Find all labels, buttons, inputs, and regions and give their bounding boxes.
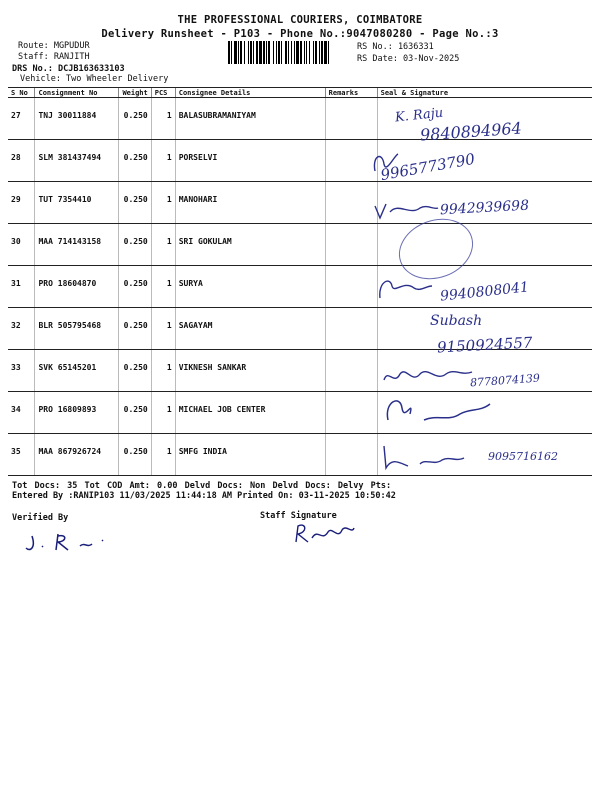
cell-consignment: SVK 65145201 — [35, 350, 119, 392]
rs-date: RS Date: 03-Nov-2025 — [357, 54, 460, 64]
handwritten-phone-35: 9095716162 — [488, 450, 558, 463]
cell-pcs: 1 — [151, 350, 175, 392]
col-seal-signature: Seal & Signature — [377, 88, 592, 98]
cell-remarks — [325, 434, 377, 476]
cell-sno: 33 — [8, 350, 35, 392]
cell-consignment: SLM 381437494 — [35, 140, 119, 182]
cell-remarks — [325, 308, 377, 350]
cell-consignee: VIKNESH SANKAR — [175, 350, 325, 392]
cell-remarks — [325, 266, 377, 308]
vehicle-label: Vehicle: Two Wheeler Delivery — [20, 74, 169, 84]
col-consignee: Consignee Details — [175, 88, 325, 98]
cell-remarks — [325, 392, 377, 434]
handwritten-phone-29: 9942939698 — [439, 197, 530, 219]
company-title: THE PROFESSIONAL COURIERS, COIMBATORE — [177, 14, 423, 26]
cell-consignment: TUT 7354410 — [35, 182, 119, 224]
handwritten-phone-28: 9965773790 — [379, 149, 477, 185]
drs-number: DRS No.: DCJB163633103 — [12, 64, 125, 74]
route-staff-block — [18, 41, 90, 63]
table-row — [8, 224, 592, 266]
route-label: Route: MGPUDUR — [18, 41, 90, 51]
cell-weight: 0.250 — [119, 350, 151, 392]
cell-pcs: 1 — [151, 308, 175, 350]
cell-sno: 32 — [8, 308, 35, 350]
cell-sno: 27 — [8, 98, 35, 140]
staff-signature-label: Staff Signature — [260, 511, 337, 521]
cell-consignee: BALASUBRAMANIYAM — [175, 98, 325, 140]
signature-scribble-31 — [374, 272, 434, 302]
cell-weight: 0.250 — [119, 140, 151, 182]
col-pcs: PCS — [151, 88, 175, 98]
cell-pcs: 1 — [151, 98, 175, 140]
cell-pcs: 1 — [151, 266, 175, 308]
cell-consignee: SMFG INDIA — [175, 434, 325, 476]
cell-consignee: SRI GOKULAM — [175, 224, 325, 266]
signature-scribble-33 — [380, 360, 475, 390]
totals-line: Tot Docs: 35 Tot COD Amt: 0.00 Delvd Docs: Non Delvd Docs: Delvy Pts: — [12, 481, 392, 491]
cell-weight: 0.250 — [119, 392, 151, 434]
cell-sno: 28 — [8, 140, 35, 182]
cell-consignee: MANOHARI — [175, 182, 325, 224]
cell-weight: 0.250 — [119, 308, 151, 350]
runsheet-subtitle: Delivery Runsheet - P103 - Phone No.:9047080280 - Page No.:3 — [101, 28, 499, 40]
col-sno: S No — [8, 88, 35, 98]
verifier-signature — [24, 530, 124, 554]
handwritten-name-32: Subash — [430, 313, 483, 329]
signature-scribble-29 — [372, 198, 442, 222]
rs-info-block — [357, 41, 459, 65]
cell-consignment: MAA 714143158 — [35, 224, 119, 266]
table-header-row — [8, 88, 592, 98]
cell-weight: 0.250 — [119, 224, 151, 266]
signature-scribble-28 — [370, 146, 400, 176]
cell-sno: 30 — [8, 224, 35, 266]
staff-label: Staff: RANJITH — [18, 52, 90, 62]
cell-weight: 0.250 — [119, 434, 151, 476]
signature-scribble-35 — [380, 440, 470, 474]
cell-sno: 31 — [8, 266, 35, 308]
cell-sno: 35 — [8, 434, 35, 476]
cell-remarks — [325, 224, 377, 266]
col-consignment: Consignment No — [35, 88, 119, 98]
staff-signature-scribble — [290, 518, 360, 548]
cell-consignee: MICHAEL JOB CENTER — [175, 392, 325, 434]
verified-by-label: Verified By — [12, 513, 69, 523]
cell-weight: 0.250 — [119, 98, 151, 140]
cell-pcs: 1 — [151, 182, 175, 224]
cell-sno: 29 — [8, 182, 35, 224]
barcode — [228, 41, 352, 64]
cell-pcs: 1 — [151, 392, 175, 434]
handwritten-phone-32: 9150924557 — [436, 333, 533, 357]
cell-consignment: BLR 505795468 — [35, 308, 119, 350]
cell-pcs: 1 — [151, 434, 175, 476]
handwritten-phone-31: 9940808041 — [439, 279, 530, 305]
cell-sno: 34 — [8, 392, 35, 434]
cell-consignment: TNJ 30011884 — [35, 98, 119, 140]
signature-scribble-34 — [380, 392, 510, 432]
cell-remarks — [325, 98, 377, 140]
table-row — [8, 140, 592, 182]
handwritten-phone-27: 9840894964 — [419, 118, 523, 145]
cell-pcs: 1 — [151, 224, 175, 266]
cell-weight: 0.250 — [119, 182, 151, 224]
cell-consignee: PORSELVI — [175, 140, 325, 182]
cell-consignment: MAA 867926724 — [35, 434, 119, 476]
col-remarks: Remarks — [325, 88, 377, 98]
handwritten-name-27: K. Raju — [394, 105, 444, 126]
cell-pcs: 1 — [151, 140, 175, 182]
cell-remarks — [325, 182, 377, 224]
cell-consignee: SAGAYAM — [175, 308, 325, 350]
handwritten-phone-33: 8778074139 — [469, 371, 541, 390]
cell-consignee: SURYA — [175, 266, 325, 308]
cell-weight: 0.250 — [119, 266, 151, 308]
col-weight: Weight — [119, 88, 151, 98]
cell-remarks — [325, 350, 377, 392]
cell-consignment: PRO 18604870 — [35, 266, 119, 308]
cell-consignment: PRO 16809893 — [35, 392, 119, 434]
rs-number: RS No.: 1636331 — [357, 42, 434, 52]
entered-by-line: Entered By :RANIP103 11/03/2025 11:44:18 AM Printed On: 03-11-2025 10:50:42 — [12, 491, 396, 501]
